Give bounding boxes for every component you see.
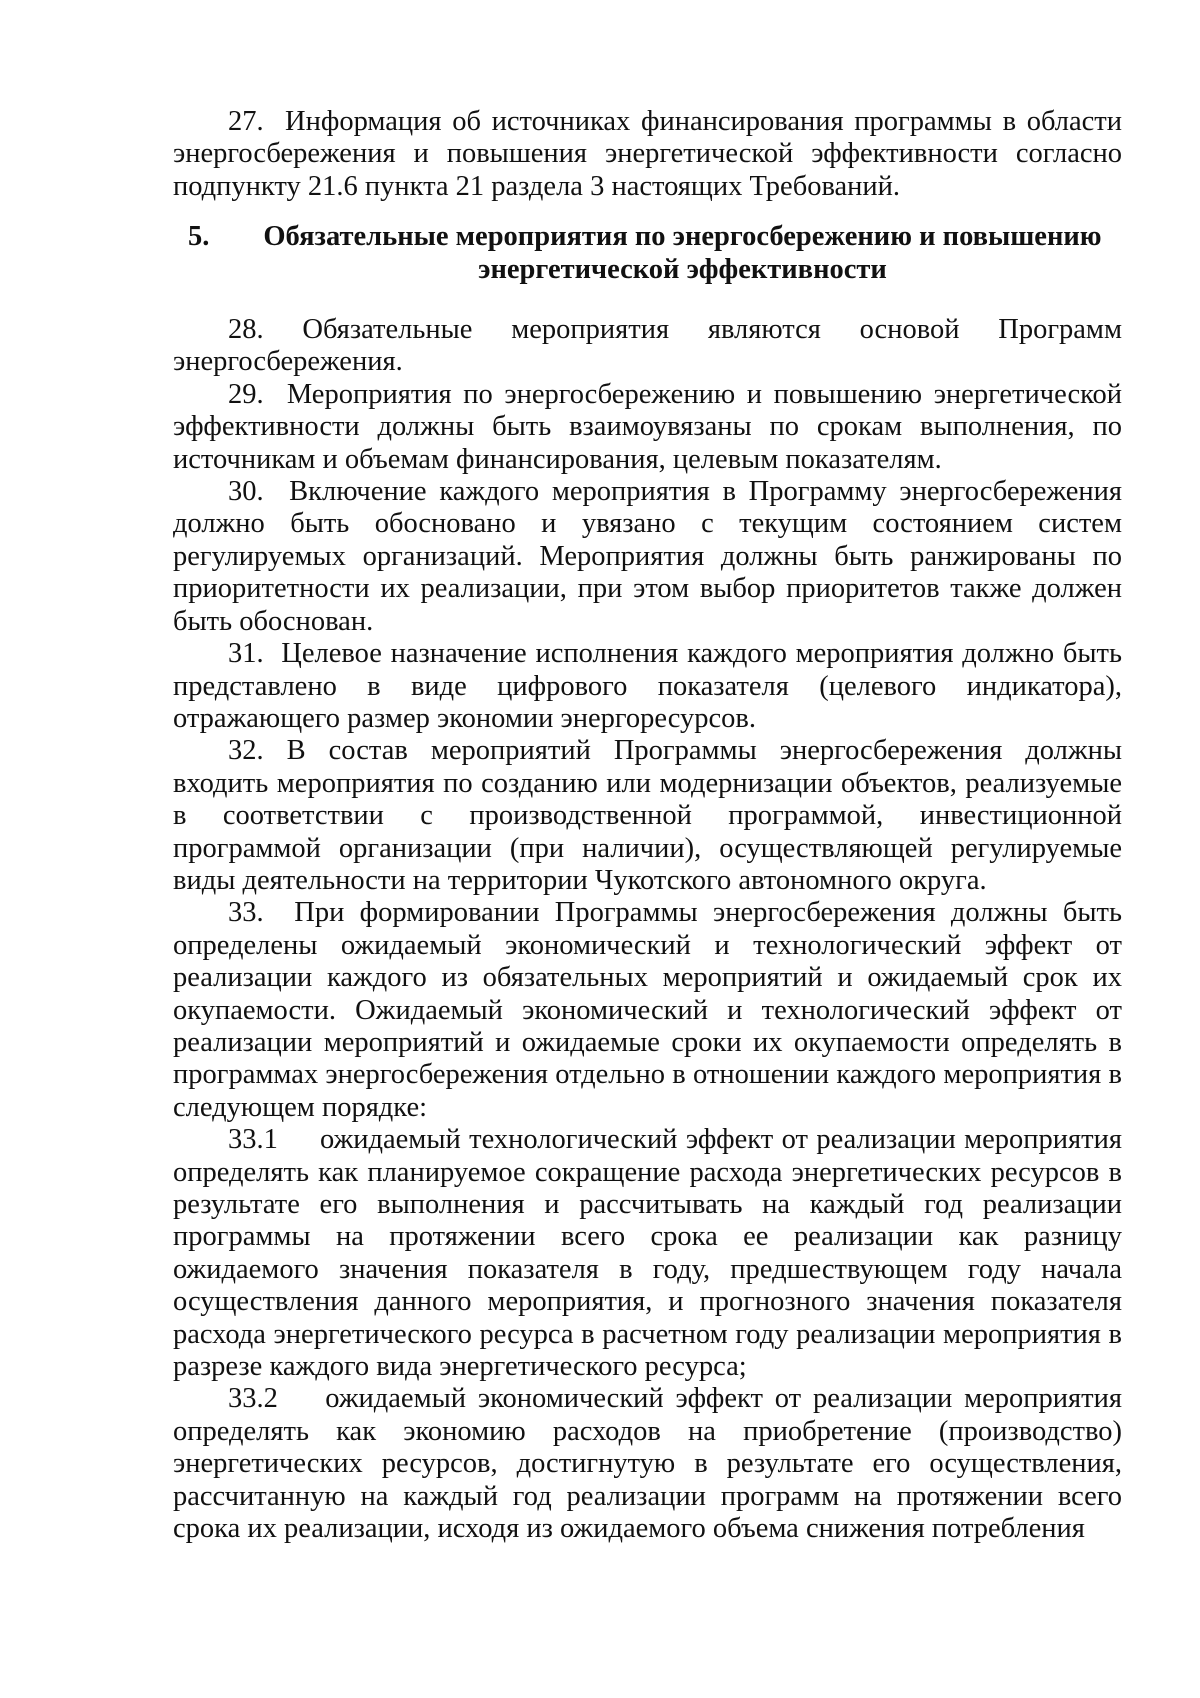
section-heading: [173, 221, 1122, 286]
section-title: Обязательные мероприятия по энергосбережению и повышению энергетической эффективности: [263, 221, 1102, 285]
paragraph-30: 30. Включение каждого мероприятия в Программу энергосбережения должно быть обосновано и увязано с текущим состоянием систем регулируемых организаций. Мероприятия должны быть ранжированы по приоритетности их реализации, при этом выбор приоритетов также должен быть обоснован.: [173, 476, 1122, 637]
paragraph-28: 28. Обязательные мероприятия являются основой Программ энергосбережения.: [173, 314, 1122, 378]
paragraph-27: 27. Информация об источниках финансирования программы в области энергосбережения и повышения энергетической эффективности согласно подпункту 21.6 пункта 21 раздела 3 настоящих Требований.: [173, 106, 1122, 202]
paragraph-31: 31. Целевое назначение исполнения каждого мероприятия должно быть представлено в виде цифрового показателя (целевого индикатора), отражающего размер экономии энергоресурсов.: [173, 638, 1122, 734]
section-number: 5.: [188, 221, 210, 253]
paragraph-33-1: 33.1 ожидаемый технологический эффект от реализации мероприятия определять как планируемое сокращение расхода энергетических ресурсов в результате его выполнения и рассчитывать на каждый год реализации программы на протяжении всего срока ее реализации как разницу ожидаемого значения показателя в году, предшествующем году начала осуществления данного мероприятия, и прогнозного значения показателя расхода энергетического ресурса в расчетном году реализации мероприятия в разрезе каждого вида энергетического ресурса;: [173, 1124, 1122, 1383]
paragraph-33: 33. При формировании Программы энергосбережения должны быть определены ожидаемый экономический и технологический эффект от реализации каждого из обязательных мероприятий и ожидаемый срок их окупаемости. Ожидаемый экономический и технологический эффект от реализации мероприятий и ожидаемые сроки их окупаемости определять в программах энергосбережения отдельно в отношении каждого мероприятия в следующем порядке:: [173, 897, 1122, 1123]
paragraph-33-2: 33.2 ожидаемый экономический эффект от реализации мероприятия определять как экономию расходов на приобретение (производство) энергетических ресурсов, достигнутую в результате его осуществления, рассчитанную на каждый год реализации программ на протяжении всего срока их реализации, исходя из ожидаемого объема снижения потребления: [173, 1383, 1122, 1545]
paragraph-29: 29. Мероприятия по энергосбережению и повышению энергетической эффективности должны быть взаимоувязаны по срокам выполнения, по источникам и объемам финансирования, целевым показателям.: [173, 378, 1122, 475]
paragraph-32: 32. В состав мероприятий Программы энергосбережения должны входить мероприятия по созданию или модернизации объектов, реализуемые в соответствии с производственной программой, инвестиционной программой организации (при наличии), осуществляющей регулируемые виды деятельности на территории Чукотского автономного округа.: [173, 735, 1122, 896]
